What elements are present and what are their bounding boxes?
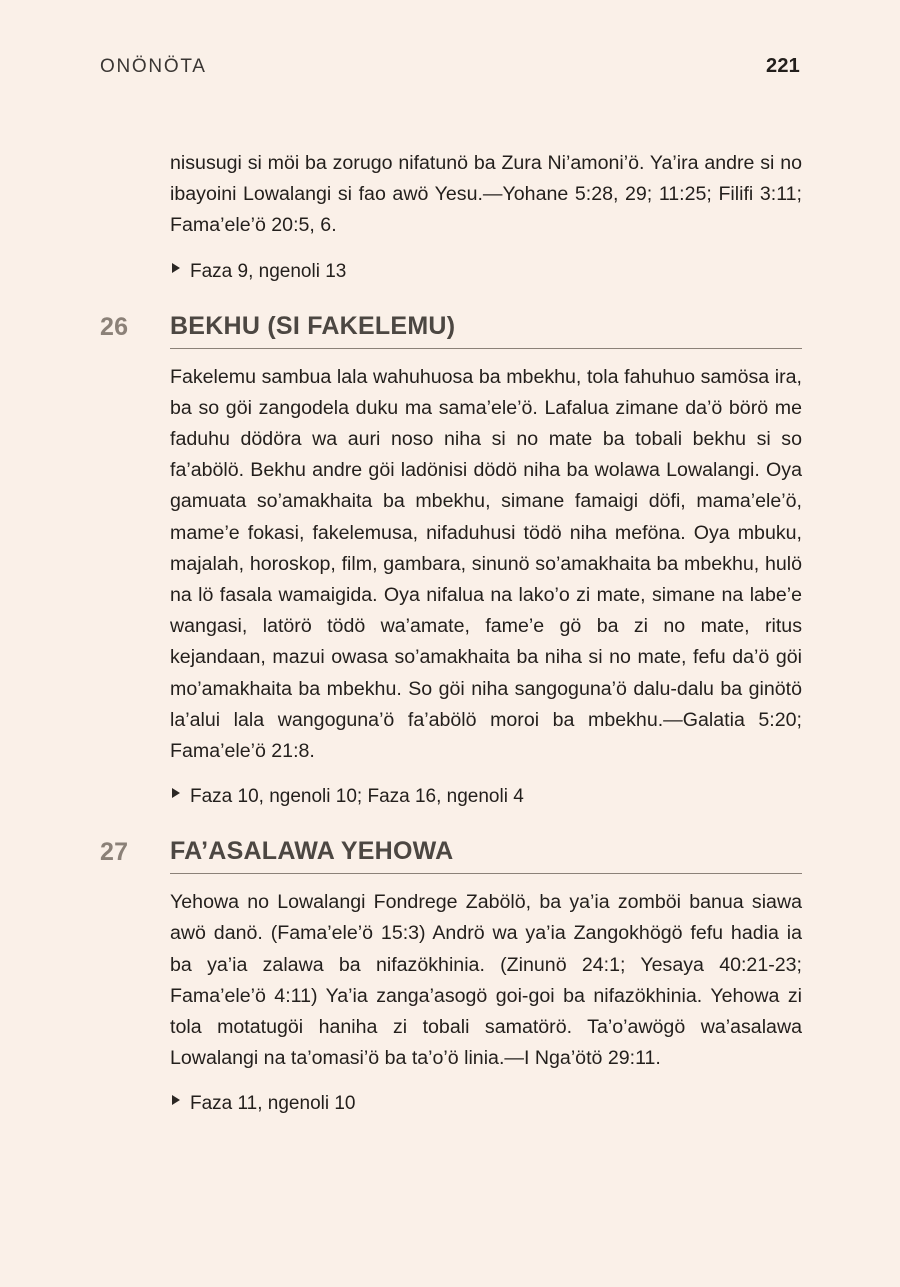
section-26-number: 26 [100,312,129,341]
intro-paragraph: nisusugi si möi ba zorugo nifatunö ba Zura Ni’amoni’ö. Ya’ira andre si no ibayoini Lowalangi si fao awö Yesu.—Yohane 5:28, 29; 11:25; Filifi 3:11; Fama’ele’ö 20:5, 6. [170,152,802,237]
intro-reference-bullet [100,258,802,286]
section-26-heading [100,310,802,349]
page-number: 221 [766,55,800,77]
section-27 [100,835,802,1118]
section-27-number: 27 [100,838,129,867]
section-26-reference-text: Faza 10, ngenoli 10; Faza 16, ngenoli 4 [190,786,524,808]
section-27-body [100,887,802,1118]
section-26-reference-bullet [100,783,802,811]
section-26-title-rule [170,310,802,349]
section-27-title-rule [170,835,802,874]
triangle-bullet-icon [172,788,180,798]
triangle-bullet-icon [172,263,180,273]
section-26-title: BEKHU (SI FAKELEMU) [170,311,456,340]
section-27-reference-bullet [100,1090,802,1118]
running-head-title: ONÖNÖTA [100,56,207,77]
section-27-reference-text: Faza 11, ngenoli 10 [190,1093,356,1115]
content-column [100,148,802,1118]
section-27-heading [100,835,802,874]
section-27-title: FA’ASALAWA YEHOWA [170,837,454,866]
section-26 [100,310,802,812]
running-head [100,55,800,78]
intro-reference-text: Faza 9, ngenoli 13 [190,260,347,282]
section-26-paragraph: Fakelemu sambua lala wahuhuosa ba mbekhu, tola fahuhuo samösa ira, ba so göi zangodela duku ma sama’ele’ö. Lafalua zimane da’ö börö me faduhu dödöra wa auri noso niha si no mate ba tobali bekhu si so fa’abölö. Bekhu andre göi ladönisi dödö niha ba wolawa Lowalangi. Oya gamuata so’amakhaita ba mbekhu, simane famaigi döfi, mama’ele’ö, mame’e fokasi, fakelemusa, nifaduhusi tödö niha meföna. Oya mbuku, majalah, horoskop, film, gambara, sinunö so’amakhaita ba mbekhu, hulö na lö fasala wamaigida. Oya nifalua na lako’o zi mate, simane na labe’e wangasi, latörö tödö wa’amate, fame’e gö ba zi no mate, ritus kejandaan, mazui owasa so’amakhaita ba niha si no mate, fefu da’ö göi mo’amakhaita ba mbekhu. So göi niha sangoguna’ö dalu-dalu ba ginötö la’alui lala wangoguna’ö fa’abölö moroi ba mbekhu.—Galatia 5:20; Fama’ele’ö 21:8. [170,365,802,763]
section-27-paragraph: Yehowa no Lowalangi Fondrege Zabölö, ba ya’ia zomböi banua siawa awö danö. (Fama’ele’ö 15:3) Andrö wa ya’ia Zangokhögö fefu hadia ia ba ya’ia zalawa ba nifazökhinia. (Zinunö 24:1; Yesaya 40:21-23; Fama’ele’ö 4:11) Ya’ia zanga’asogö goi-goi ba nifazökhinia. Yehowa zi tola motatugöi haniha zi tobali samatörö. Ta’o’awögö wa’asalawa Lowalangi na ta’omasi’ö ba ta’o’ö linia.—I Nga’ötö 29:11. [170,891,802,1070]
section-26-body [100,362,802,812]
triangle-bullet-icon [172,1095,180,1105]
